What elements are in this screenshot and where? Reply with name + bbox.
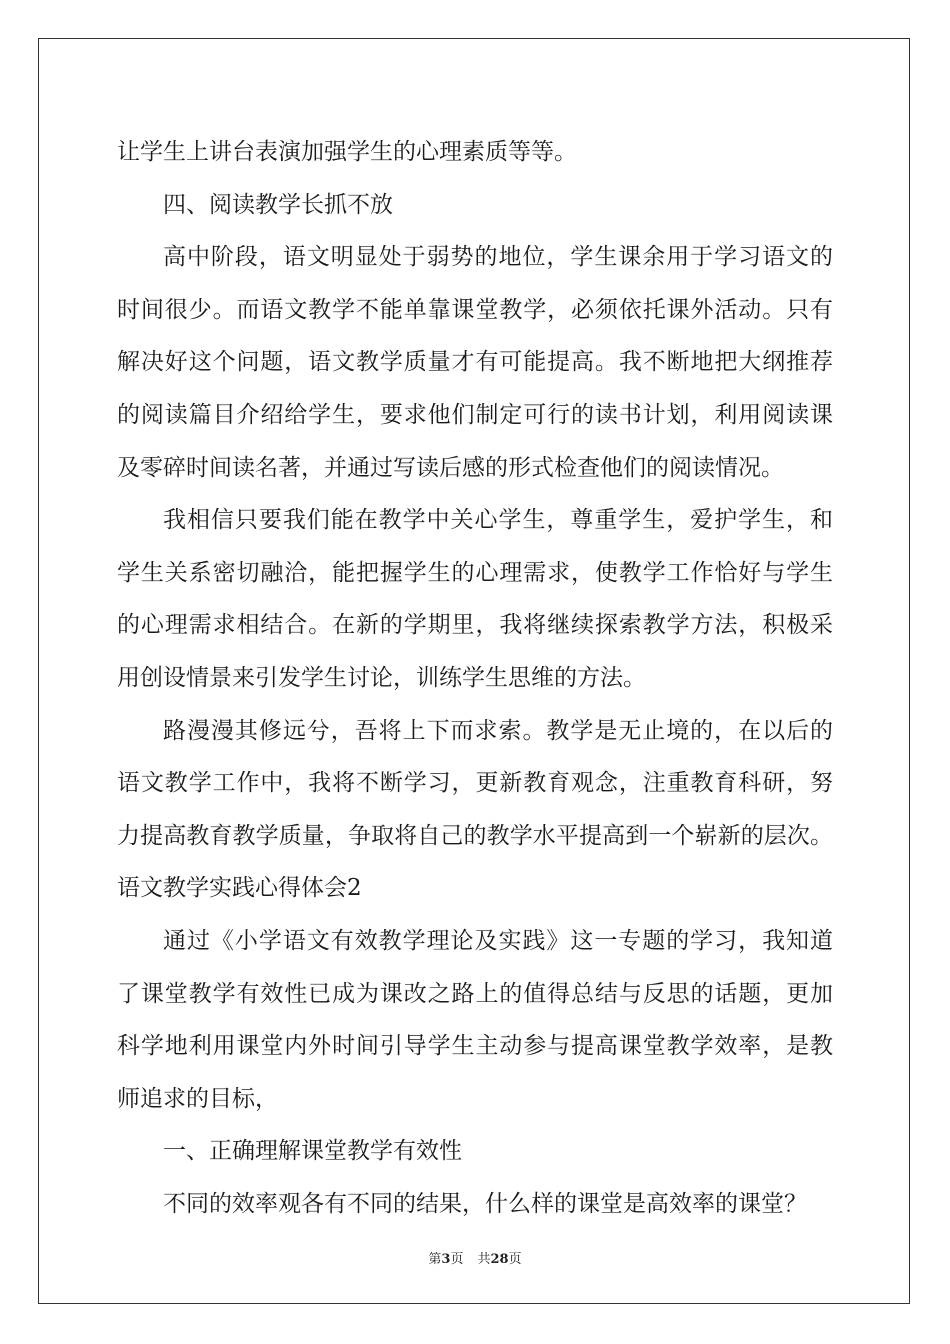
total-page-count: 28	[490, 1252, 509, 1267]
text-line: 时间很少。而语文教学不能单靠课堂教学，必须依托课外活动。只有	[117, 296, 833, 323]
text-line: 科学地利用课堂内外时间引导学生主动参与提高课堂教学效率，是教	[117, 1033, 833, 1060]
text-line: 了课堂教学有效性已成为课改之路上的值得总结与反思的话题，更加	[117, 980, 833, 1007]
current-page-number: 3	[441, 1252, 451, 1267]
text-line: 解决好这个问题，语文教学质量才有可能提高。我不断地把大纲推荐	[117, 349, 833, 376]
text-line: 让学生上讲台表演加强学生的心理素质等等。	[117, 139, 577, 165]
total-label-prefix: 共	[477, 1252, 491, 1267]
page-label-suffix: 页	[450, 1252, 464, 1267]
text-line: 路漫漫其修远兮，吾将上下而求索。教学是无止境的，在以后的	[163, 717, 833, 744]
page-label-prefix: 第	[428, 1252, 442, 1267]
page-footer	[0, 1248, 950, 1267]
text-line: 高中阶段，语文明显处于弱势的地位，学生课余用于学习语文的	[163, 244, 833, 271]
text-line: 的心理需求相结合。在新的学期里，我将继续探索教学方法，积极采	[117, 612, 833, 639]
total-label-suffix: 页	[508, 1252, 522, 1267]
text-line: 力提高教育教学质量，争取将自己的教学水平提高到一个崭新的层次。	[117, 822, 833, 849]
text-line: 四、阅读教学长抓不放	[163, 191, 393, 218]
document-body	[117, 126, 833, 1230]
text-line: 学生关系密切融洽，能把握学生的心理需求，使教学工作恰好与学生	[117, 559, 833, 586]
text-line: 不同的效率观各有不同的结果，什么样的课堂是高效率的课堂？	[163, 1190, 807, 1217]
text-line: 我相信只要我们能在教学中关心学生，尊重学生，爱护学生，和	[163, 507, 833, 534]
text-line: 语文教学工作中，我将不断学习，更新教育观念，注重教育科研，努	[117, 770, 833, 797]
text-line: 的阅读篇目介绍给学生，要求他们制定可行的读书计划，利用阅读课	[117, 401, 833, 428]
text-line: 语文教学实践心得体会2	[117, 875, 362, 902]
text-line: 用创设情景来引发学生讨论，训练学生思维的方法。	[117, 664, 646, 691]
text-line: 师追求的目标，	[117, 1085, 278, 1112]
text-line: 一、正确理解课堂教学有效性	[163, 1138, 462, 1165]
text-line: 及零碎时间读名著，并通过写读后感的形式检查他们的阅读情况。	[117, 454, 784, 481]
text-line: 通过《小学语文有效教学理论及实践》这一专题的学习，我知道	[163, 927, 833, 954]
